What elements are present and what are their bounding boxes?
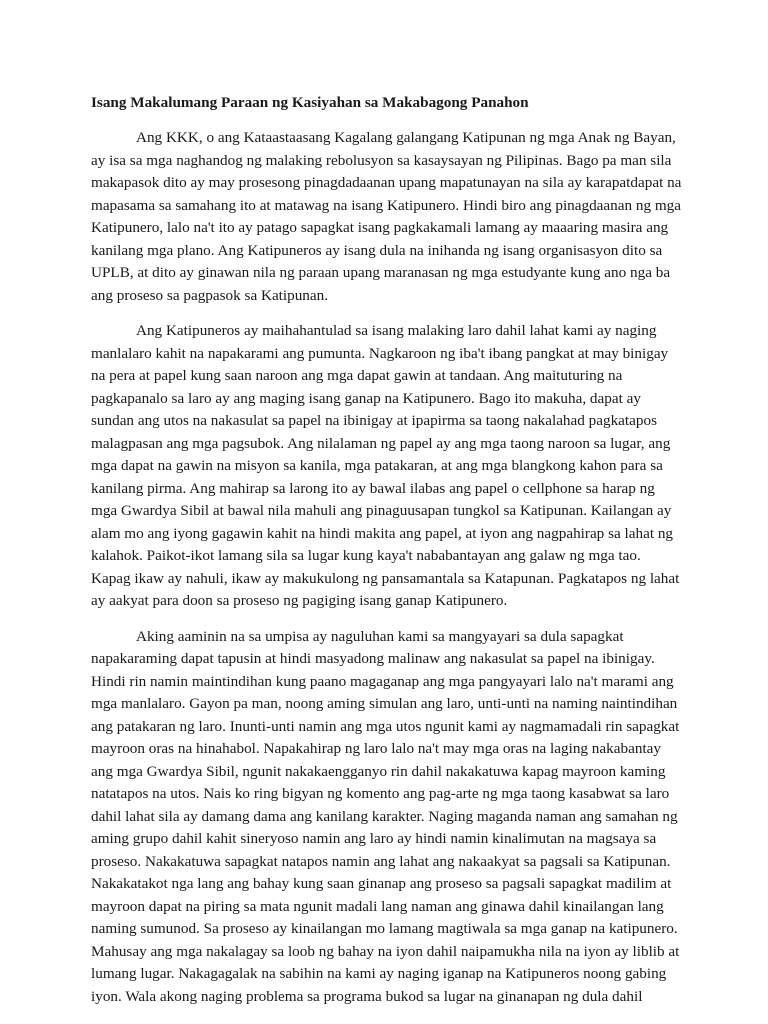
paragraph-line: Aking aaminin na sa umpisa ay naguluhan kami sa mangyayari sa dula sapagkat	[136, 627, 624, 645]
paragraph-1	[91, 127, 683, 307]
paragraph-line: ay aakyat para doon sa proseso ng pagiging isang ganap Katipunero.	[91, 592, 508, 609]
paragraph-line: dahil lahat sila ay damang dama ang kanilang karakter. Naging maganda naman ang samahan ng	[91, 807, 678, 825]
paragraph-line: Mahusay ang mga nakalagay sa loob ng bahay na iyon dahil naipamukha nila na iyon ay liblib at	[91, 942, 680, 960]
paragraph-line: mga dapat na gawin na misyon sa kanila, mga patakaran, at ang mga blangkong kahon para sa	[91, 457, 663, 474]
paragraph-line: ang proseso sa pagpasok sa Katipunan.	[91, 286, 329, 304]
paragraph-line: Hindi rin namin maintindihan kung paano magaganap ang mga pangyayari lalo na't marami ang	[91, 672, 674, 690]
paragraph-line: mayroon dapat na piring sa mata ngunit madali lang naman ang ginawa dahil kinailangan lang	[91, 897, 664, 915]
paragraph-line: ay isa sa mga naghandog ng malaking rebolusyon sa kasaysayan ng Pilipinas. Bago pa man sila	[91, 151, 672, 169]
paragraph-line: pagkapanalo sa laro ay ang maging isang ganap na Katipunero. Bago ito makuha, dapat ay	[91, 389, 641, 407]
paragraph-line: iyon. Wala akong naging problema sa programa bukod sa lugar na ginanapan ng dula dahil	[91, 987, 643, 1005]
paragraph-line: mga manlalaro. Gayon pa man, noong aming simulan ang laro, unti-unti na naming naintindihan	[91, 695, 678, 712]
paragraph-line: Ang Katipuneros ay maihahantulad sa isang malaking laro dahil lahat kami ay naging	[136, 322, 657, 339]
paragraph-line: Ang KKK, o ang Kataastaasang Kagalang galangang Katipunan ng mga Anak ng Bayan,	[136, 129, 676, 146]
paragraph-2	[91, 320, 683, 613]
paragraph-line: mga Gwardya Sibil at bawal nila mahuli ang pinaguusapan tungkol sa Katipunan. Kailangan ay	[91, 502, 672, 519]
paragraph-line: manlalaro kahit na napakarami ang pumunta. Nagkaroon ng iba't ibang pangkat at may binigay	[91, 344, 669, 362]
paragraph-line: kalahok. Paikot-ikot lamang sila sa lugar kung kaya't nababantayan ang galaw ng mga tao.	[91, 547, 641, 564]
paragraph-line: makapasok dito ay may prosesong pinagdadaanan upang mapatunayan na sila ay karapatdapat na	[91, 174, 682, 191]
document-body	[91, 93, 683, 1021]
paragraph-line: natatapos na utos. Nais ko ring bigyan ng komento ang pag-arte ng mga taong kasabwat sa laro	[91, 785, 670, 802]
paragraph-line: lumang lugar. Nakagagalak na sabihin na kami ay naging iganap na Katipuneros noong gabing	[91, 965, 667, 982]
paragraph-line: Kapag ikaw ay nahuli, ikaw ay makukulong ng pansamantala sa Katapunan. Pagkatapos ng lahat	[91, 569, 680, 587]
paragraph-line: alam mo ang iyong gagawin kahit na hindi makita ang papel, at iyon ang nagpahirap sa lahat ng	[91, 524, 674, 542]
paragraph-line: sundan ang utos na nakasulat sa papel na ibinigay at ipapirma sa taong nakalahad pagkatapos	[91, 412, 657, 429]
paragraph-line: Nakakatakot nga lang ang bahay kung saan ginanap ang proseso sa pagsali sapagkat madilim at	[91, 875, 672, 892]
paragraph-line: aming grupo dahil kahit sineryoso namin ang laro ay hindi namin kinalimutan na magsaya sa	[91, 830, 657, 847]
paragraph-line: Katipunero, lalo na't ito ay patago sapagkat isang pagkakamali lamang ay maaaring masira ang	[91, 219, 669, 236]
paragraph-line: na pera at papel kung saan naroon ang mga dapat gawin at tandaan. Ang maituturing na	[91, 367, 623, 384]
paragraphs-container	[91, 127, 683, 1008]
paragraph-line: malagpasan ang mga pagsubok. Ang nilalaman ng papel ay ang mga taong naroon sa lugar, ang	[91, 434, 671, 452]
paragraph-line: proseso. Nakakatuwa sapagkat natapos namin ang lahat ang nakaakyat sa pagsali sa Katipunan.	[91, 852, 671, 870]
paragraph-line: kanilang pirma. Ang mahirap sa larong ito ay bawal ilabas ang papel o cellphone sa harap ng	[91, 479, 655, 497]
paragraph-3	[91, 626, 683, 1009]
paragraph-line: ang mga Gwardya Sibil, ngunit nakakaengganyo rin dahil nakakatuwa kapag mayroon kaming	[91, 762, 666, 780]
paragraph-line: naming sumunod. Sa proseso ay kinailangan mo lamang magtiwala sa mga ganap na katipunero.	[91, 920, 678, 937]
paragraph-line: ang patakaran ng laro. Inunti-unti namin ang mga utos ngunit kami ay nagmamadali rin sapagkat	[91, 717, 680, 735]
document-title: Isang Makalumang Paraan ng Kasiyahan sa Makabagong Panahon	[91, 94, 529, 111]
paragraph-line: napakaraming dapat tapusin at hindi masyadong malinaw ang nakasulat sa papel na ibinigay.	[91, 650, 655, 667]
paragraph-line: mapasama sa samahang ito at matawag na isang Katipunero. Hindi biro ang pinagdaanan ng mga	[91, 196, 682, 214]
paragraph-line: kanilang mga plano. Ang Katipuneros ay isang dula na inihanda ng isang organisasyon dito sa	[91, 241, 663, 259]
paragraph-line: mayroon oras na hinahabol. Napakahirap ng laro lalo na't may mga oras na laging nakabantay	[91, 740, 661, 757]
paragraph-line: UPLB, at dito ay ginawan nila ng paraan upang maranasan ng mga estudyante kung ano nga ba	[91, 264, 671, 281]
